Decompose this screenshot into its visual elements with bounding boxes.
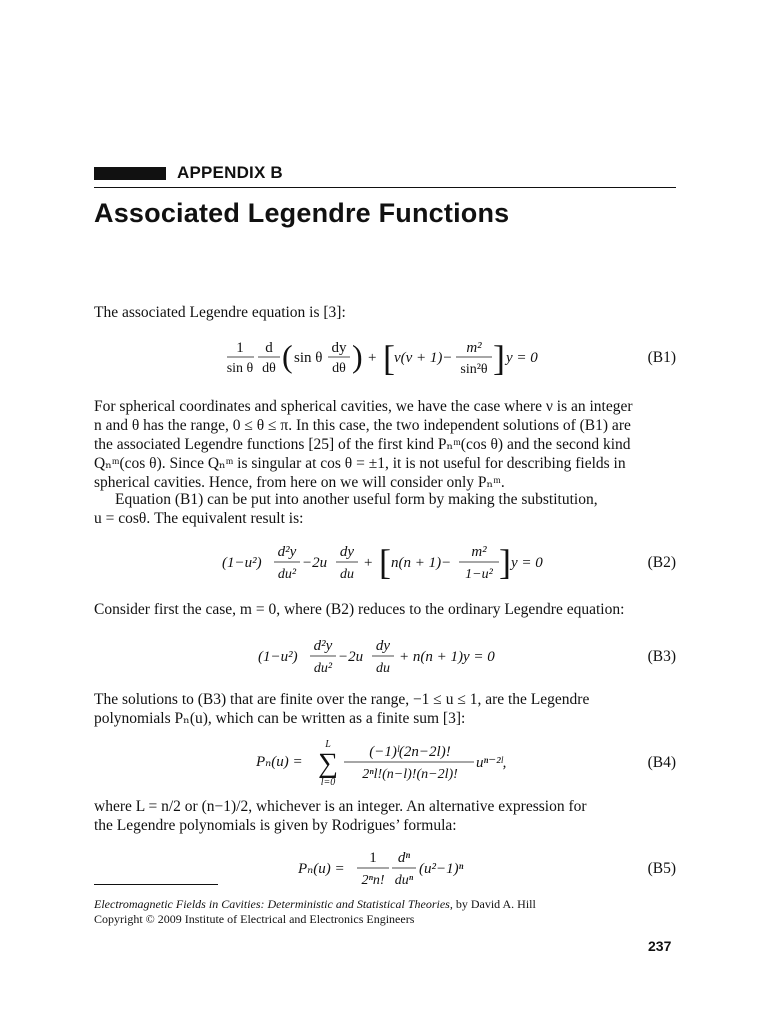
- eq-b2-frac3-num: m²: [471, 544, 487, 560]
- eq-b1-tail: y = 0: [506, 350, 538, 366]
- eq-b5-lhs: Pₙ(u) =: [298, 861, 345, 877]
- eq-b1-rparen: ): [352, 338, 363, 374]
- eq-b4-sum-top: L: [325, 739, 331, 750]
- footnote-copyright: Copyright © 2009 Institute of Electrical and Electronics Engineers: [94, 912, 415, 926]
- eq-b1-rbracket: ]: [493, 338, 505, 378]
- eq-b4-lhs: Pₙ(u) =: [256, 754, 303, 770]
- footnote-rule: [94, 884, 218, 885]
- eq-b4-tail: uⁿ⁻²ˡ,: [476, 755, 507, 771]
- eq-b1-frac2-num: d: [265, 340, 273, 356]
- eq-b5-frac1-num: 1: [369, 850, 377, 866]
- equation-b3: [94, 634, 676, 680]
- equation-b5: [94, 845, 676, 889]
- page-number: 237: [648, 938, 672, 954]
- eq-b4-numerator: (−1)ˡ(2n−2l)!: [369, 744, 451, 760]
- eq-b1-plus: +: [368, 350, 377, 366]
- eq-b2-number: (B2): [647, 554, 676, 571]
- eq-b5-frac1-den: 2ⁿn!: [361, 873, 385, 888]
- eq-b1-frac3-den: dθ: [332, 361, 346, 376]
- footnote: [94, 897, 536, 927]
- eq-b2-rbracket: ]: [499, 542, 511, 582]
- eq-b3-mid: −2u: [338, 649, 364, 665]
- eq-b1-frac3-num: dy: [331, 340, 347, 356]
- eq-b5-frac2-num: dⁿ: [397, 850, 411, 866]
- eq-b5-frac2-den: duⁿ: [394, 873, 414, 888]
- eq-b2-tail: y = 0: [511, 555, 543, 571]
- eq-b3-frac1-den: du²: [313, 661, 333, 676]
- eq-b3-frac2-num: dy: [375, 638, 391, 654]
- eq-b4-denominator: 2ⁿl!(n−l)!(n−2l)!: [362, 767, 458, 782]
- eq-b1-frac1-den: sin θ: [226, 361, 254, 376]
- eq-b2-frac1-num: d²y: [277, 544, 297, 560]
- eq-b1-sin: sin θ: [294, 350, 323, 366]
- appendix-label: APPENDIX B: [177, 163, 283, 182]
- paragraph-substitution: Equation (B1) can be put into another useful form by making the substitution, u = cosθ. The equivalent result is:: [94, 491, 598, 527]
- eq-b3-frac2-den: du: [376, 661, 390, 676]
- eq-b1-frac4-num: m²: [466, 340, 482, 356]
- eq-b2-plus: +: [364, 555, 373, 571]
- eq-b5-tail: (u²−1)ⁿ: [419, 861, 464, 877]
- eq-b2-frac2-num: dy: [339, 544, 355, 560]
- eq-b4-sigma: ∑: [318, 748, 338, 779]
- eq-b4-number: (B4): [647, 754, 676, 771]
- eq-b1-lbracket: [: [383, 338, 395, 378]
- eq-b1-nu: ν(ν + 1)−: [394, 350, 453, 366]
- eq-b3-number: (B3): [647, 648, 676, 665]
- eq-b2-mid: −2u: [302, 555, 328, 571]
- paragraph-spherical: For spherical coordinates and spherical cavities, we have the case where ν is an integer n and θ has the range, 0 ≤ θ ≤ π. In this case, the two independent solutions of (B1) are the associated Legendre functions [25] of the first kind Pₙᵐ(cos θ) and the second kind Qₙᵐ(cos θ). Since Qₙᵐ is singular at cos θ = ±1, it is not useful for describing fields in spherical cavities. Hence, from here on we will consider only Pₙᵐ.: [94, 398, 633, 491]
- eq-b3-frac1-num: d²y: [313, 638, 333, 654]
- paragraph-rodrigues: where L = n/2 or (n−1)/2, whichever is an integer. An alternative expression for the Legendre polynomials is given by Rodrigues’ formula:: [94, 798, 587, 834]
- eq-b1-frac4-den: sin²θ: [460, 362, 488, 377]
- eq-b5-number: (B5): [647, 860, 676, 877]
- eq-b2-frac2-den: du: [340, 567, 354, 582]
- eq-b1-frac1-num: 1: [236, 340, 244, 356]
- eq-b2-lead: (1−u²): [222, 555, 262, 571]
- equation-b4: [94, 736, 676, 790]
- equation-b1: [94, 335, 676, 385]
- paragraph-intro: The associated Legendre equation is [3]:: [94, 304, 346, 321]
- eq-b3-tail: + n(n + 1)y = 0: [399, 649, 495, 665]
- eq-b1-frac2-den: dθ: [262, 361, 276, 376]
- eq-b4-sum-bottom: l=0: [320, 777, 336, 788]
- footnote-book-title: Electromagnetic Fields in Cavities: Deterministic and Statistical Theories,: [94, 897, 453, 911]
- eq-b1-lparen: (: [282, 338, 293, 374]
- paragraph-solutions: The solutions to (B3) that are finite over the range, −1 ≤ u ≤ 1, are the Legendre polynomials Pₙ(u), which can be written as a finite sum [3]:: [94, 691, 590, 727]
- footnote-author: by David A. Hill: [452, 897, 536, 911]
- equation-b2: [94, 540, 676, 588]
- eq-b2-frac3-den: 1−u²: [465, 567, 493, 582]
- eq-b2-lbracket: [: [379, 542, 391, 582]
- header-rule: [94, 187, 676, 188]
- eq-b2-n: n(n + 1)−: [391, 555, 452, 571]
- eq-b3-lead: (1−u²): [258, 649, 298, 665]
- eq-b2-frac1-den: du²: [277, 567, 297, 582]
- eq-b1-number: (B1): [647, 349, 676, 366]
- paragraph-m-zero: Consider first the case, m = 0, where (B2) reduces to the ordinary Legendre equation:: [94, 601, 625, 618]
- appendix-marker-bar: [94, 167, 166, 180]
- chapter-title: Associated Legendre Functions: [94, 198, 510, 228]
